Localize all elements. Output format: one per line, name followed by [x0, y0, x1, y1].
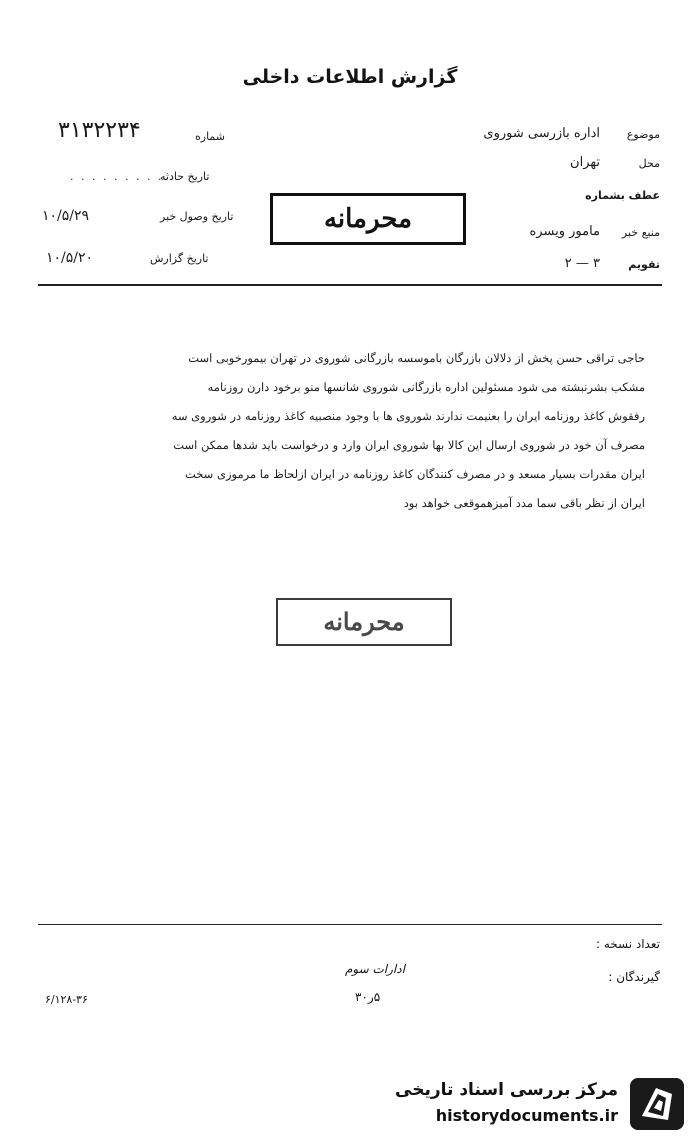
place-value: تهران — [570, 155, 600, 170]
confidential-stamp-bottom: محرمانه — [276, 598, 452, 646]
watermark-url: historydocuments.ir — [435, 1106, 618, 1125]
receipt-date-label: تاریخ وصول خبر — [160, 210, 234, 223]
body-line: مشکب بشرنبشته می شود مسئولین اداره بازرگانی شوروی شانسها منو برخود دارن روزنامه — [207, 380, 645, 394]
body-line: ایران مقدرات بسیار مسعد و در مصرف کنندگان کاغذ روزنامه در ایران ازلحاظ ما مرموزی سخت — [184, 467, 645, 481]
number-value: ۳۱۳۲۲۳۴ — [58, 118, 141, 143]
header-divider — [38, 284, 662, 286]
confidential-stamp-top: محرمانه — [270, 193, 466, 245]
reference-label: عطف بشماره — [585, 189, 660, 202]
source-label: منبع خبر — [621, 226, 660, 239]
recipients-label: گیرندگان : — [608, 970, 660, 984]
watermark-name: مرکز بررسی اسناد تاریخی — [395, 1080, 618, 1100]
source-value: مامور ویسره — [529, 224, 600, 239]
recipient-signature: ادارات سوم — [345, 962, 405, 976]
document-title: گزارش اطلاعات داخلی — [242, 66, 458, 88]
archive-code: ۶/۱۲۸-۳۶ — [45, 993, 88, 1006]
body-line: رفقوش کاغذ روزنامه ایران را بعنیمت ندارند شوروی ها با وجود منصبیه کاغذ روزنامه در شوروی سه — [171, 409, 645, 423]
event-date-blank: . . . . . . . . . — [70, 170, 164, 183]
footer-divider — [38, 924, 662, 925]
recipient-code: ۵ر۳۰ — [355, 990, 381, 1004]
body-line: حاجی تراقی حسن پخش از دلالان بازرگان باموسسه بازرگانی شوروی در تهران بیمورخوبی است — [188, 351, 645, 365]
body-line: ایران از نظر باقی سما مدد آمیزهموقعی خواهد بود — [403, 496, 645, 510]
copies-label: تعداد نسخه : — [595, 937, 660, 951]
assessment-value: ۳ — ۲ — [564, 256, 600, 271]
report-body — [40, 344, 645, 518]
number-label: شماره — [195, 130, 226, 143]
receipt-date-value: ۱۰/۵/۲۹ — [42, 208, 90, 224]
assessment-label: تقویم — [628, 258, 660, 271]
subject-value: اداره بازرسی شوروی — [483, 126, 600, 141]
archive-logo-icon — [628, 1076, 686, 1132]
place-label: محل — [638, 157, 660, 170]
report-date-value: ۱۰/۵/۲۰ — [46, 250, 94, 266]
archive-watermark — [386, 1076, 686, 1132]
body-line: مصرف آن خود در شوروی ارسال این کالا بها شوروی ایران وارد و درخواست باید شدها ممکن است — [173, 438, 645, 452]
report-date-label: تاریخ گزارش — [150, 252, 209, 265]
subject-label: موضوع — [626, 128, 660, 141]
event-date-label: تاریخ حادثه — [160, 170, 210, 183]
